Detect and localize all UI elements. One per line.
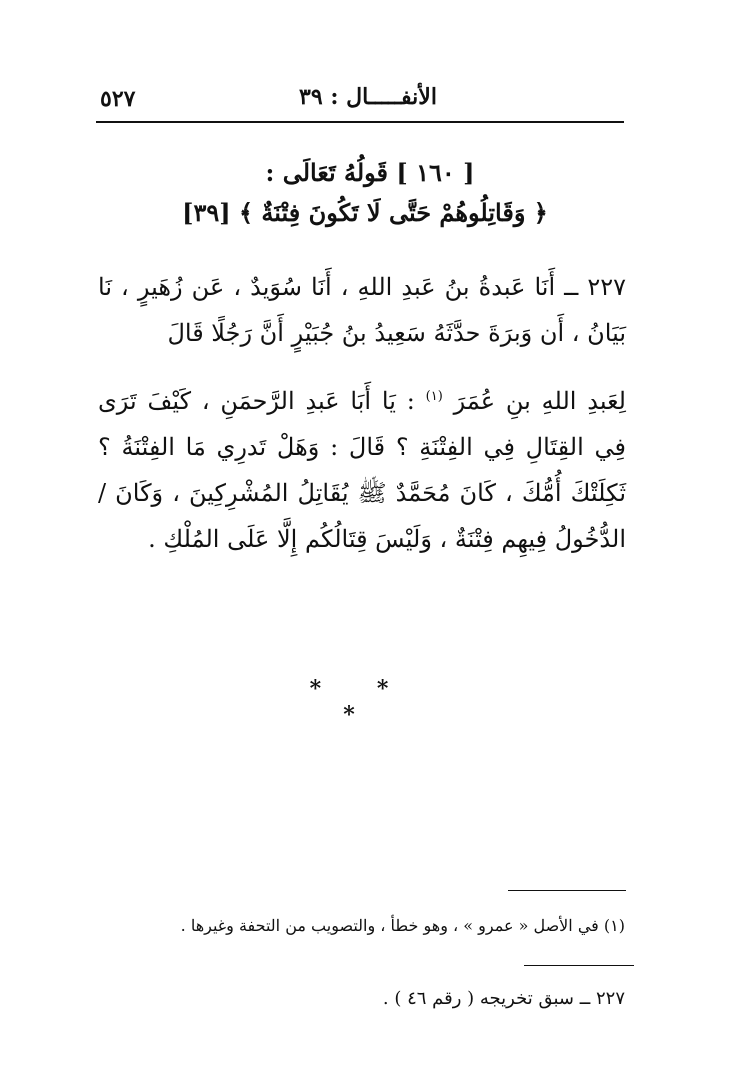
hadith-para2-rest: : يَا أَبَا عَبدِ الرَّحمَنِ ، كَيْفَ تَرَى فِي القِتَالِ فِي الفِتْنَةِ ؟ قَالَ : وَهَلْ تَدرِي مَا الفِتْنَةُ ؟ ثَكِلَتْكَ أُمُّكَ ، كَانَ مُحَمَّدٌ ﷺ يُقَاتِلُ المُشْرِكِينَ ، وَكَانَ / الدُّخُولُ فِيهِم فِتْنَةٌ ، وَلَيْسَ قِتَالُكُم إِلَّا عَلَى المُلْكِ . bbox=[98, 387, 626, 553]
hadith-para2-start: لِعَبدِ اللهِ بنِ عُمَرَ bbox=[453, 387, 626, 415]
hadith-paragraph-2 bbox=[98, 374, 626, 562]
footnote-1: (١) في الأصل « عمرو » ، وهو خطأ ، والتصويب من التحفة وغيرها . bbox=[180, 916, 625, 935]
takhrij-reference: ٢٢٧ ــ سبق تخريجه ( رقم ٤٦ ) . bbox=[382, 988, 625, 1009]
footnote-marker: (١) bbox=[425, 389, 443, 404]
running-header: الأنفـــــال : ٣٩ bbox=[299, 84, 437, 110]
section-separator: * * * bbox=[309, 676, 413, 728]
quran-verse: ﴿ وَقَاتِلُوهُمْ حَتَّى لَا تَكُونَ فِتْنَةٌ ﴾ [٣٩] bbox=[182, 198, 548, 227]
footnote-rule bbox=[508, 890, 626, 891]
section-heading: [ ١٦٠ ] قَولُهُ تَعَالَى : bbox=[265, 158, 475, 187]
header-rule bbox=[96, 121, 624, 123]
reference-rule bbox=[524, 965, 634, 966]
page-number: ٥٢٧ bbox=[100, 86, 136, 112]
hadith-paragraph-1: ٢٢٧ ــ أَنَا عَبدةُ بنُ عَبدِ اللهِ ، أَنَا سُوَيدٌ ، عَن زُهَيرٍ ، نَا بَيَانُ ، أَن وَبرَةَ حدَّثَهُ سَعِيدُ بنُ جُبَيْرٍ أَنَّ رَجُلًا قَالَ bbox=[98, 273, 626, 347]
